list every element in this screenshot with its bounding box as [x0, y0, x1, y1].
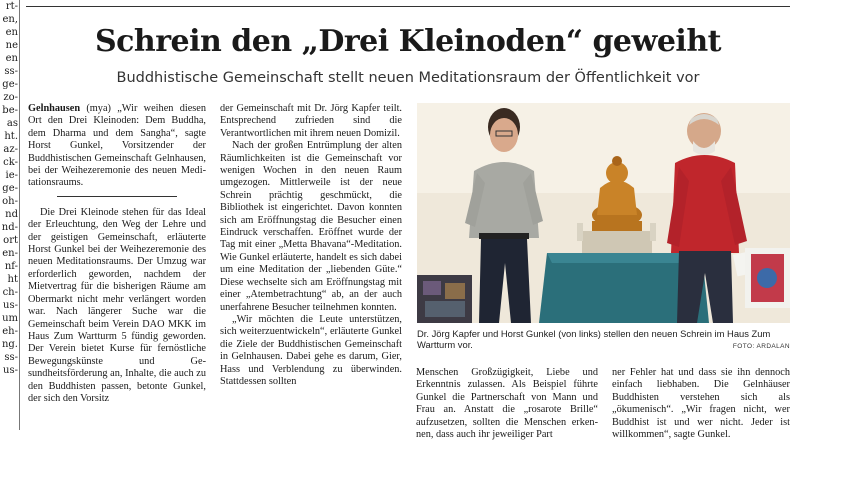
fragment-line: nd — [5, 209, 18, 220]
fragment-line: ort — [3, 235, 18, 246]
photo-credit: FOTO: ARDALAN — [732, 343, 790, 350]
fragment-line: zo- — [3, 92, 18, 103]
fragment-line: az- — [3, 144, 18, 155]
top-rule — [26, 6, 790, 7]
fragment-line: en — [5, 53, 18, 64]
body-paragraph: Die Drei Kleinode stehen für das Ideal der Erleuchtung, den Weg der Lehre und der geistigen Gemeinschaft, erläuterte Horst Gunkel bei der Weihezeremonie des neuen Meditationsraums. Der Umzug war erforderlich geworden, nachdem der Mietvertrag für die bisherigen Räume am Obermarkt nicht mehr verlängert worden war. Nach längerer Suche war die Gemeinschaft beim Verein DAO MKK im Haus Zum Wartturm 5 fündig geworden. Der Verein bietet Kurse für fernöstliche Bewegungskünste und Gesundheitsförderung an, Inhalte, die auch zu den Buddhisten passen, betonte Gunkel, der sich den Vorsitz — [28, 206, 206, 404]
article-photo — [417, 103, 790, 323]
lead-paragraph — [28, 103, 206, 190]
fragment-line: nf- — [4, 261, 18, 272]
fragment-line: ge- — [2, 79, 18, 90]
fragment-line: en, — [2, 14, 18, 25]
fragment-line: ch- — [2, 287, 18, 298]
fragment-line: nd- — [1, 222, 18, 233]
fragment-line: rt- — [5, 1, 18, 12]
article-column-2 — [220, 103, 402, 388]
fragment-line: ge- — [2, 183, 18, 194]
fragment-line: ie- — [5, 170, 18, 181]
article-column-3 — [416, 367, 598, 441]
lead-text: (mya) „Wir weihen diesen Ort den Drei Kleinoden: Dem Buddha, dem Dharma und dem Sangha“, sagte Horst Gunkel, Vorsitzender der Buddhistischen Gemeinschaft Gelnhausen, bei der Weihezeremonie des neuen Meditationsraums. — [28, 103, 206, 189]
article-column-4 — [612, 367, 790, 441]
body-paragraph: Nach der großen Entrümplung der alten Räumlichkeiten ist die Gemeinschaft vor wenigen Wochen in den neuen Raum umgezogen. Mittlerweile ist der neue Schrein prächtig geschmückt, die Bibliothek ist eingerichtet. Davon konnten sich am Eröffnungstag die Besucher einen Eindruck verschaffen. Eröffnet wurde der Tag mit einer „Metta Bhavana“-Meditation. Wie Gunkel erläuterte, handelt es sich dabei um eine Meditation der „liebenden Güte.“ Diese wechselte sich am Eröffnungstag mit einer „Atembetrachtung“ ab, an der auch unerfahrene Besucher teilnehmen konnten. — [220, 140, 402, 313]
photo-caption: Dr. Jörg Kapfer und Horst Gunkel (von links) stellen den neuen Schrein im Haus Zum Wartturm vor. — [417, 328, 771, 351]
body-paragraph: „Wir möchten die Leute unterstützen, sich weiterzuentwickeln“, erläuterte Gunkel die Ziele der Buddhistischen Gemeinschaft in Gelnhausen. Dabei gehe es darum, Gier, Hass und Verblendung zu überwinden. Stattdessen sollten — [220, 313, 402, 387]
fragment-line: en — [5, 27, 18, 38]
article-headline: Schrein den „Drei Kleinoden“ geweiht — [94, 24, 721, 59]
fragment-line: ss- — [4, 352, 18, 363]
fragment-line: ne — [5, 40, 18, 51]
fragment-line: us- — [3, 365, 18, 376]
fragment-line: oh- — [2, 196, 18, 207]
fragment-line: ss- — [4, 66, 18, 77]
fragment-line: eh- — [2, 326, 18, 337]
fragment-line: en- — [2, 248, 18, 259]
fragment-line: be- — [2, 105, 18, 116]
body-paragraph: ner Fehler hat und dass sie ihn dennoch einfach liebhaben. Die Gelnhäuser Buddhisten verstehen sich als „ökumenisch“. „Wir fragen nicht, wer Buddhist ist und wer nicht. Jeder ist willkommen“, sagte Gunkel. — [612, 367, 790, 441]
fragment-line: ck- — [3, 157, 18, 168]
fragment-line: as — [6, 118, 18, 129]
body-paragraph: Menschen Großzügigkeit, Liebe und Erkenntnis zulassen. Als Beispiel führte Gunkel die Partnerschaft von Mann und Frau an. Anstatt die „rosarote Brille“ aufzusetzen, sollten die Menschen erkennen, dass auch ihr jeweiliger Part — [416, 367, 598, 441]
body-paragraph: der Gemeinschaft mit Dr. Jörg Kapfer teilt. Entsprechend zufrieden sind die Verantwortlichen mit ihrem neuen Domizil. — [220, 103, 402, 139]
fragment-line: ht. — [4, 131, 18, 142]
fragment-line: ht — [7, 274, 18, 285]
fragment-line: um — [2, 313, 18, 324]
previous-article-fragment — [0, 0, 20, 430]
dateline: Gelnhausen — [28, 103, 81, 114]
article-subhead: Buddhistische Gemeinschaft stellt neuen Meditationsraum der Öffentlichkeit vor — [116, 70, 700, 86]
fragment-line: us- — [3, 300, 18, 311]
shrine-photo-illustration — [417, 103, 790, 323]
fragment-line: ng. — [1, 339, 18, 350]
article-column-1 — [28, 103, 206, 405]
paragraph-separator — [57, 196, 177, 197]
